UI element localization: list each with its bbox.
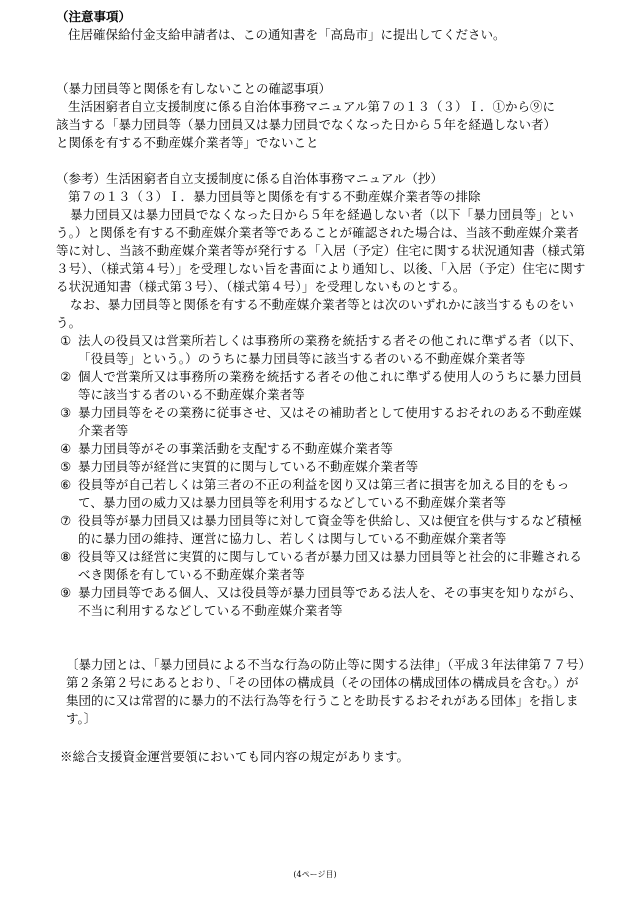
item-text: 役員等又は経営に実質的に関与している者が暴力団又は暴力団員等と社会的に非難されるべき関係を有している不動産媒介業者等 bbox=[78, 549, 583, 582]
definition-text: 〔暴力団とは、「暴力団員による不当な行為の防止等に関する法律」（平成３年法律第７７号）第２条第２号にあるとおり、「その団体の構成員（その団体の構成団体の構成員を含む。）が集団的に又は常習的に暴力的不法行為等を行うことを助長するおそれがある団体」を指します。〕 bbox=[66, 657, 585, 726]
list-item bbox=[56, 458, 588, 476]
reference-paragraph-2: なお、暴力団員等と関係を有する不動産媒介業者等とは次のいずれかに該当するものをいう。 bbox=[56, 297, 575, 330]
item-text: 役員等が自己若しくは第三者の不正の利益を図り又は第三者に損害を加える目的をもって、暴力団の威力又は暴力団員等を利用するなどしている不動産媒介業者等 bbox=[78, 477, 570, 510]
notice-section bbox=[56, 8, 588, 44]
item-text: 暴力団員等が経営に実質的に関与している不動産媒介業者等 bbox=[78, 459, 419, 474]
item-number: ⑤ bbox=[60, 459, 72, 474]
reference-section bbox=[56, 170, 588, 620]
list-item bbox=[56, 548, 588, 584]
item-number: ⑦ bbox=[60, 513, 72, 528]
confirm-section bbox=[56, 80, 588, 152]
item-number: ① bbox=[60, 333, 72, 348]
list-item bbox=[56, 368, 588, 404]
item-number: ⑨ bbox=[60, 585, 72, 600]
confirm-heading: （暴力団員等と関係を有しないことの確認事項） bbox=[56, 81, 332, 96]
item-text: 暴力団員等をその業務に従事させ、又はその補助者として使用するおそれのある不動産媒介業者等 bbox=[78, 405, 582, 438]
item-text: 役員等が暴力団員又は暴力団員等に対して資金等を供給し、又は便宜を供与するなど積極的に暴力団の維持、運営に協力し、若しくは関与している不動産媒介業者等 bbox=[78, 513, 583, 546]
item-number: ③ bbox=[60, 405, 72, 420]
item-number: ⑥ bbox=[60, 477, 72, 492]
list-item bbox=[56, 512, 588, 548]
item-text: 暴力団員等がその事業活動を支配する不動産媒介業者等 bbox=[78, 441, 394, 456]
item-number: ④ bbox=[60, 441, 72, 456]
item-text: 暴力団員等である個人、又は役員等が暴力団員等である法人を、その事実を知りながら、不当に利用するなどしている不動産媒介業者等 bbox=[78, 585, 583, 618]
list-item bbox=[56, 332, 588, 368]
item-text: 個人で営業所又は事務所の業務を統括する者その他これに準ずる使用人のうちに暴力団員等に該当する者のいる不動産媒介業者等 bbox=[78, 369, 583, 402]
note-text: ※総合支援資金運営要領においても同内容の規定があります。 bbox=[60, 749, 410, 764]
item-text: 法人の役員又は営業所若しくは事務所の業務を統括する者その他これに準ずる者（以下、「役員等」という。）のうちに暴力団員等に該当する者のいる不動産媒介業者等 bbox=[78, 333, 583, 366]
page-number: (4ページ目) bbox=[293, 870, 337, 879]
item-number: ② bbox=[60, 369, 72, 384]
notice-body: 住居確保給付金支給申請者は、この通知書を「高島市」に提出してください。 bbox=[68, 27, 506, 42]
list-item bbox=[56, 476, 588, 512]
confirm-line-1: 生活困窮者自立支援制度に係る自治体事務マニュアル第７の１３（３）Ｉ．①から⑨に bbox=[68, 99, 556, 114]
reference-section-title: 第７の１３（３）Ｉ．暴力団員等と関係を有する不動産媒介業者等の排除 bbox=[68, 189, 481, 204]
confirm-line-3: と関係を有する不動産媒介業者等」でないこと bbox=[56, 135, 319, 150]
list-item bbox=[56, 584, 588, 620]
list-item bbox=[56, 404, 588, 440]
reference-paragraph-1: 暴力団員又は暴力団員でなくなった日から５年を経過しない者（以下「暴力団員等」という。）と関係を有する不動産媒介業者等であることが確認された場合は、当該不動産媒介業者等に対し、当該不動産媒介業者等が発行する「入居（予定）住宅に関する状況通知書（様式第３号）、（様式第４号）」を受理しない旨を書面により通知し、以後、「入居（予定）住宅に関する状況通知書（様式第３号）、（様式第４号）」を受理しないものとする。 bbox=[56, 207, 586, 294]
reference-heading: （参考）生活困窮者自立支援制度に係る自治体事務マニュアル（抄） bbox=[56, 171, 444, 186]
notice-heading: （注意事項） bbox=[56, 9, 132, 24]
item-number: ⑧ bbox=[60, 549, 72, 564]
reference-item-list bbox=[56, 332, 588, 620]
confirm-line-2: 該当する「暴力団員等（暴力団員又は暴力団員でなくなった日から５年を経過しない者） bbox=[56, 117, 557, 132]
list-item bbox=[56, 440, 588, 458]
